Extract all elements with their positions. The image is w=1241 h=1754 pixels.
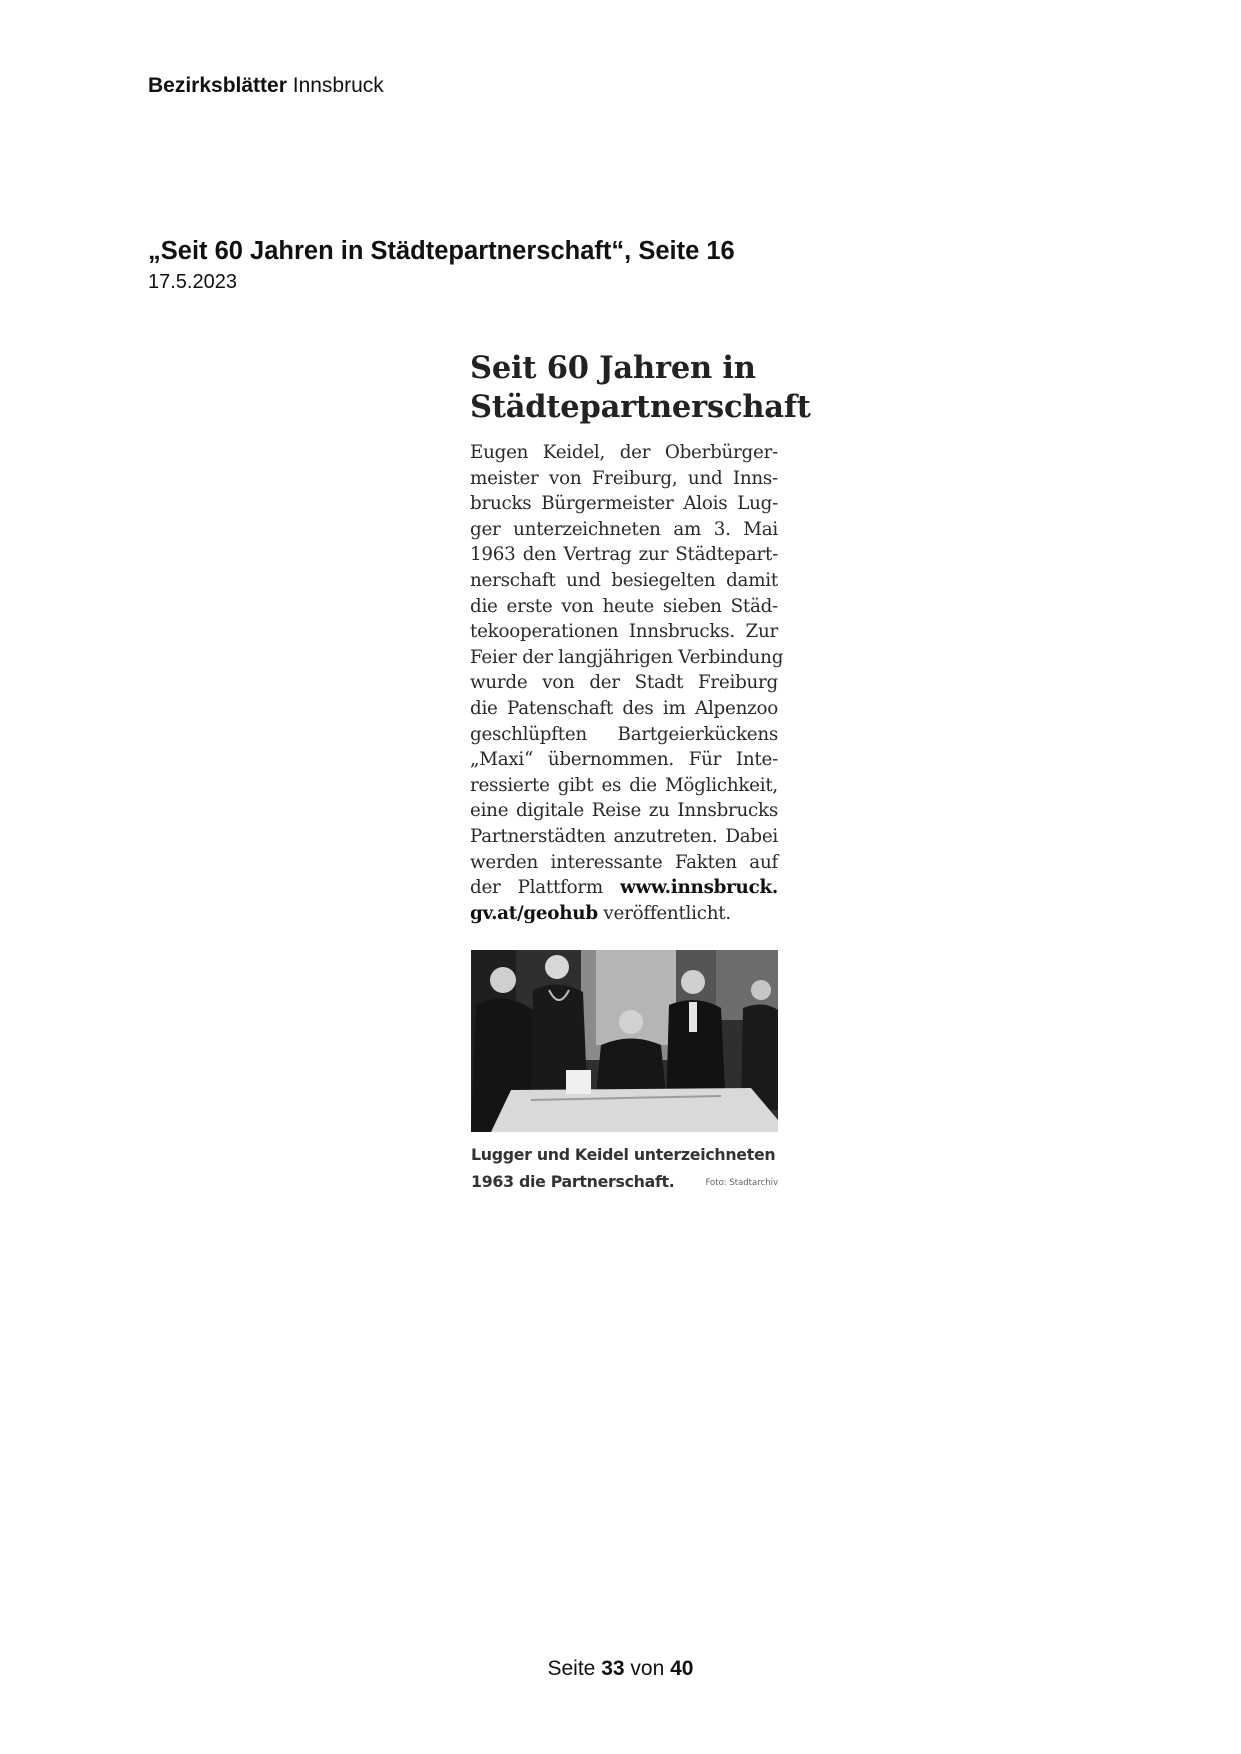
caption-text: 1963 die Partnerschaft.: [471, 1172, 675, 1191]
caption-line-2: [471, 1168, 778, 1195]
page-footer: [0, 1657, 1241, 1681]
total-pages-number: 40: [670, 1657, 694, 1680]
body-line: tekooperationen Innsbrucks. Zur: [470, 621, 778, 643]
body-line: [470, 875, 778, 901]
body-line: nerschaft und besiegelten damit: [470, 569, 778, 591]
body-text-fragment: der Plattform: [470, 877, 621, 899]
body-line: „Maxi“ übernommen. Für Inte-: [470, 749, 778, 771]
page-label: Seite: [547, 1657, 596, 1680]
body-line: werden interessante Fakten auf: [470, 851, 778, 873]
body-line: Partnerstädten anzutreten. Dabei: [470, 825, 778, 847]
signing-photo: [471, 950, 778, 1132]
article-photo: [471, 950, 778, 1132]
photo-credit: Foto: Stadtarchiv: [705, 1178, 778, 1188]
body-line: ressierte gibt es die Möglichkeit,: [470, 774, 778, 796]
body-line: meister von Freiburg, und Inns-: [470, 467, 778, 489]
article-body: [470, 440, 784, 926]
photo-caption: [471, 1141, 778, 1195]
current-page-number: 33: [601, 1657, 625, 1680]
body-line: ger unterzeichneten am 3. Mai: [470, 518, 778, 540]
body-line: Feier der langjährigen Verbindung: [470, 646, 784, 668]
body-line: brucks Bürgermeister Alois Lug-: [470, 493, 778, 515]
publication-name: Bezirksblätter: [148, 74, 287, 97]
clipping-date: 17.5.2023: [148, 271, 237, 293]
publication-header: [148, 74, 384, 98]
body-line: wurde von der Stadt Freiburg: [470, 672, 778, 694]
body-line: Eugen Keidel, der Oberbürger-: [470, 442, 778, 463]
caption-line: Lugger und Keidel unterzeichneten: [471, 1145, 776, 1164]
body-line: die Patenschaft des im Alpenzoo: [470, 697, 778, 719]
newspaper-article: [470, 349, 811, 926]
headline-line: Seit 60 Jahren in: [470, 350, 756, 386]
article-headline: [470, 349, 811, 427]
page-of-label: von: [630, 1657, 665, 1680]
headline-line: Städtepartnerschaft: [470, 389, 811, 425]
body-line: eine digitale Reise zu Innsbrucks: [470, 800, 778, 822]
body-line: [470, 901, 778, 927]
geohub-link: gv.at/geohub: [470, 902, 598, 924]
publication-edition: Innsbruck: [292, 74, 384, 97]
body-line: 1963 den Vertrag zur Städtepart-: [470, 544, 778, 566]
body-line: geschlüpften Bartgeierkückens: [470, 723, 778, 745]
body-text-fragment: veröffentlicht.: [597, 902, 731, 924]
geohub-link: www.innsbruck.: [620, 877, 778, 899]
body-line: die erste von heute sieben Städ-: [470, 595, 778, 617]
clipping-title: „Seit 60 Jahren in Städtepartnerschaft“, Seite 16: [148, 237, 735, 265]
